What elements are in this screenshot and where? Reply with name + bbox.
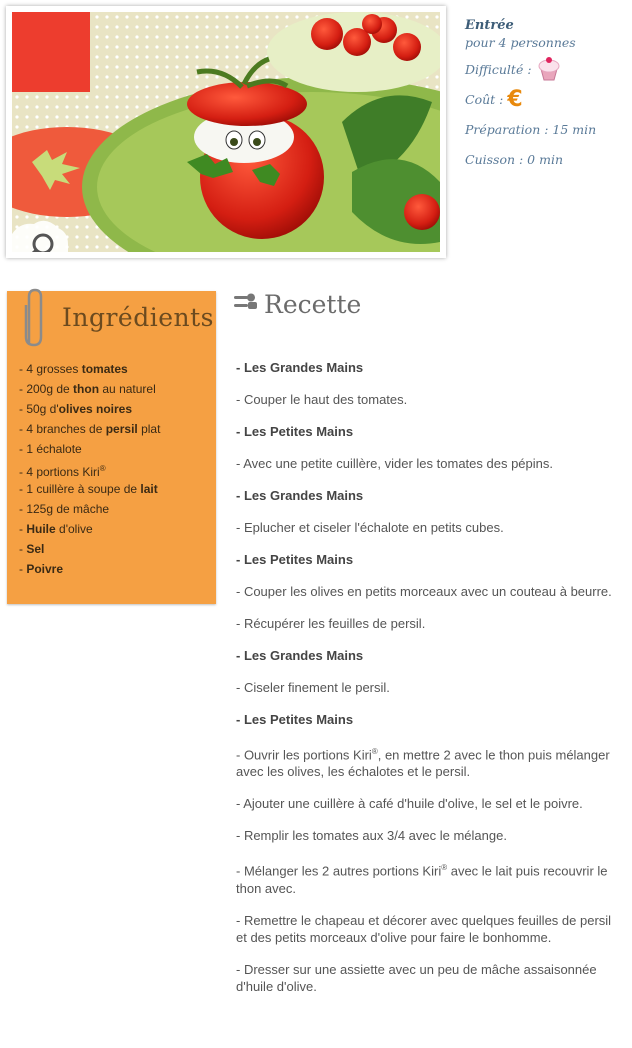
ingredient-item: - 50g d'olives noires (19, 402, 133, 416)
zoom-button[interactable] (12, 214, 68, 252)
step-text: - Couper les olives en petits morceaux avec un couteau à beurre. (236, 584, 612, 599)
ingredient-item: - 1 cuillère à soupe de lait (19, 482, 158, 496)
ingredient-item: - 4 portions Kiri® (19, 464, 106, 479)
ingredients-title: Ingrédients (62, 303, 214, 332)
step-text: - Eplucher et ciseler l'échalote en petits cubes. (236, 520, 504, 535)
ingredient-item: - 4 branches de persil plat (19, 422, 161, 436)
difficulty-label: Difficulté : (465, 61, 532, 77)
ingredient-item: - 4 grosses tomates (19, 362, 128, 376)
recipe-photo[interactable] (12, 12, 440, 252)
step-text: - Récupérer les feuilles de persil. (236, 616, 426, 631)
cook-time: Cuisson : 0 min (465, 151, 564, 167)
euro-icon: € (507, 86, 523, 112)
step-text: - Dresser sur une assiette avec un peu de mâche assaisonnée d'huile d'olive. (236, 961, 597, 994)
servings: pour 4 personnes (465, 35, 576, 50)
step-text: - Mélanger les 2 autres portions Kiri® avec le lait puis recouvrir le thon avec. (236, 863, 608, 896)
course-type: Entrée (465, 18, 514, 33)
step-actor: - Les Grandes Mains (236, 360, 364, 375)
recipe-header (234, 290, 361, 319)
step-text: - Remettre le chapeau et décorer avec quelques feuilles de persil et des petits morceaux d'olive pour faire le bonhomme. (236, 912, 612, 945)
recipe-meta (465, 18, 596, 174)
prep-time: Préparation : 15 min (465, 121, 597, 137)
ingredient-item: - Poivre (19, 562, 64, 576)
step-actor: - Les Grandes Mains (236, 488, 364, 503)
ingredient-item: - Sel (19, 542, 45, 556)
utensils-icon (234, 293, 258, 316)
ingredients-list (19, 359, 160, 579)
recipe-steps (236, 359, 616, 1010)
step-text: - Ouvrir les portions Kiri®, en mettre 2 avec le thon puis mélanger avec les olives, les échalotes et le persil. (236, 747, 610, 780)
step-actor: - Les Petites Mains (236, 712, 354, 727)
recipe-title: Recette (264, 290, 362, 319)
step-text: - Couper le haut des tomates. (236, 392, 408, 407)
step-text: - Avec une petite cuillère, vider les tomates des pépins. (236, 456, 553, 471)
ingredient-item: - Huile d'olive (19, 522, 93, 536)
cupcake-icon (535, 55, 563, 84)
step-text: - Ajouter une cuillère à café d'huile d'olive, le sel et le poivre. (236, 796, 583, 812)
step-actor: - Les Petites Mains (236, 424, 354, 439)
paperclip-icon (21, 287, 45, 354)
cost-label: Coût : (465, 91, 504, 107)
recipe-photo-frame (6, 6, 446, 258)
step-actor: - Les Grandes Mains (236, 648, 364, 663)
difficulty-row (465, 54, 596, 84)
ingredient-item: - 200g de thon au naturel (19, 382, 156, 396)
step-text: - Remplir les tomates aux 3/4 avec le mélange. (236, 828, 507, 844)
step-text: - Ciseler finement le persil. (236, 680, 390, 695)
ingredients-panel (7, 291, 216, 604)
ingredient-item: - 125g de mâche (19, 502, 110, 516)
ingredient-item: - 1 échalote (19, 442, 82, 456)
cost-row (465, 84, 596, 114)
step-actor: - Les Petites Mains (236, 552, 354, 567)
